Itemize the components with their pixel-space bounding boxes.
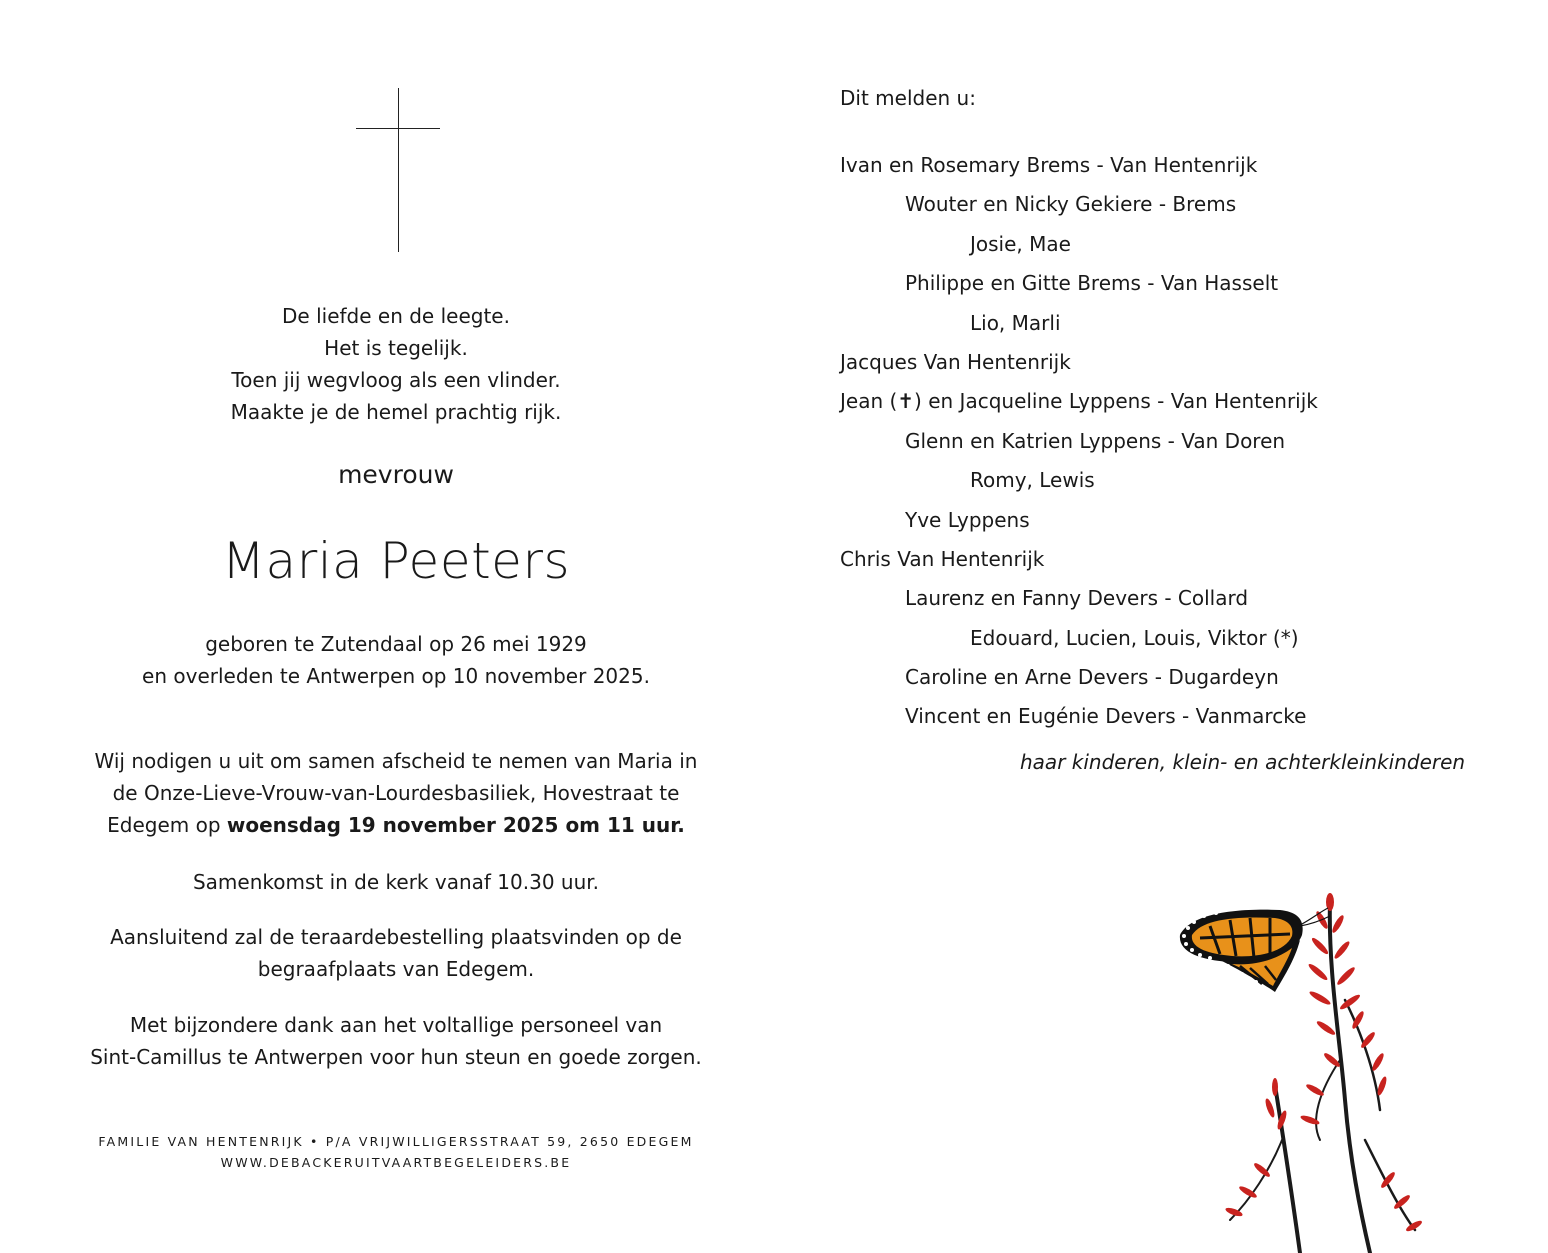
thanks-note: [60, 1009, 732, 1073]
burial-line: begraafplaats van Edegem.: [257, 957, 535, 981]
ceremony-datetime: woensdag 19 november 2025 om 11 uur.: [226, 813, 685, 837]
family-member-row: Wouter en Nicky Gekiere - Brems: [905, 192, 1237, 217]
birth-line: geboren te Zutendaal op 26 mei 1929: [205, 632, 587, 656]
family-member-row: Yve Lyppens: [905, 507, 1030, 532]
family-list: [840, 150, 1318, 741]
website-link[interactable]: WWW.DEBACKERUITVAARTBEGELEIDERS.BE: [220, 1155, 572, 1170]
poem: [60, 300, 732, 428]
family-member-row: Laurenz en Fanny Devers - Collard: [905, 586, 1249, 611]
burial-line: Aansluitend zal de teraardebestelling plaatsvinden op de: [110, 925, 682, 949]
family-signature: haar kinderen, klein- en achterkleinkinderen: [1020, 750, 1466, 774]
poem-line: Toen jij wegvloog als een vlinder.: [231, 368, 561, 392]
thanks-line: Met bijzondere dank aan het voltallige personeel van: [129, 1013, 663, 1037]
footer-address: [60, 1131, 732, 1173]
butterfly-icon: [1180, 908, 1330, 992]
family-member-row: Jacques Van Hentenrijk: [840, 349, 1071, 374]
honorific: mevrouw: [338, 460, 454, 489]
invitation: [60, 745, 732, 841]
poem-line: Maakte je de hemel prachtig rijk.: [230, 400, 562, 424]
invitation-line: de Onze-Lieve-Vrouw-van-Lourdesbasiliek, Hovestraat te: [112, 781, 680, 805]
poem-line: De liefde en de leegte.: [282, 304, 510, 328]
thanks-line: Sint-Camillus te Antwerpen voor hun steun en goede zorgen.: [90, 1045, 702, 1069]
family-address: FAMILIE VAN HENTENRIJK • P/A VRIJWILLIGERSSTRAAT 59, 2650 EDEGEM: [98, 1134, 694, 1149]
invitation-line: Wij nodigen u uit om samen afscheid te nemen van Maria in: [94, 749, 698, 773]
family-member-row: Caroline en Arne Devers - Dugardeyn: [905, 665, 1279, 690]
cross-icon: [356, 88, 440, 252]
family-member-row: Ivan en Rosemary Brems - Van Hentenrijk: [840, 153, 1258, 177]
family-member-row: Edouard, Lucien, Louis, Viktor (*): [970, 625, 1299, 650]
family-member-row: Jean (✝) en Jacqueline Lyppens - Van Hentenrijk: [840, 389, 1318, 414]
family-member-row: Chris Van Hentenrijk: [840, 546, 1045, 571]
invitation-prefix: Edegem op: [107, 813, 227, 837]
invitation-line: [60, 809, 732, 841]
family-member-row: Vincent en Eugénie Devers - Vanmarcke: [905, 704, 1307, 729]
life-dates: [60, 628, 732, 692]
announcement-heading: Dit melden u:: [840, 86, 976, 110]
butterfly-flower-illustration: [1170, 880, 1430, 1253]
poem-line: Het is tegelijk.: [324, 336, 468, 360]
death-line: en overleden te Antwerpen op 10 november 2025.: [142, 664, 650, 688]
gathering-note: Samenkomst in de kerk vanaf 10.30 uur.: [192, 870, 600, 894]
family-member-row: Lio, Marli: [970, 310, 1061, 335]
burial-note: [60, 921, 732, 985]
family-member-row: Glenn en Katrien Lyppens - Van Doren: [905, 428, 1286, 453]
family-member-row: Josie, Mae: [970, 231, 1071, 256]
family-member-row: Romy, Lewis: [970, 468, 1095, 493]
deceased-name: Maria Peeters: [221, 532, 571, 590]
family-member-row: Philippe en Gitte Brems - Van Hasselt: [905, 271, 1279, 296]
